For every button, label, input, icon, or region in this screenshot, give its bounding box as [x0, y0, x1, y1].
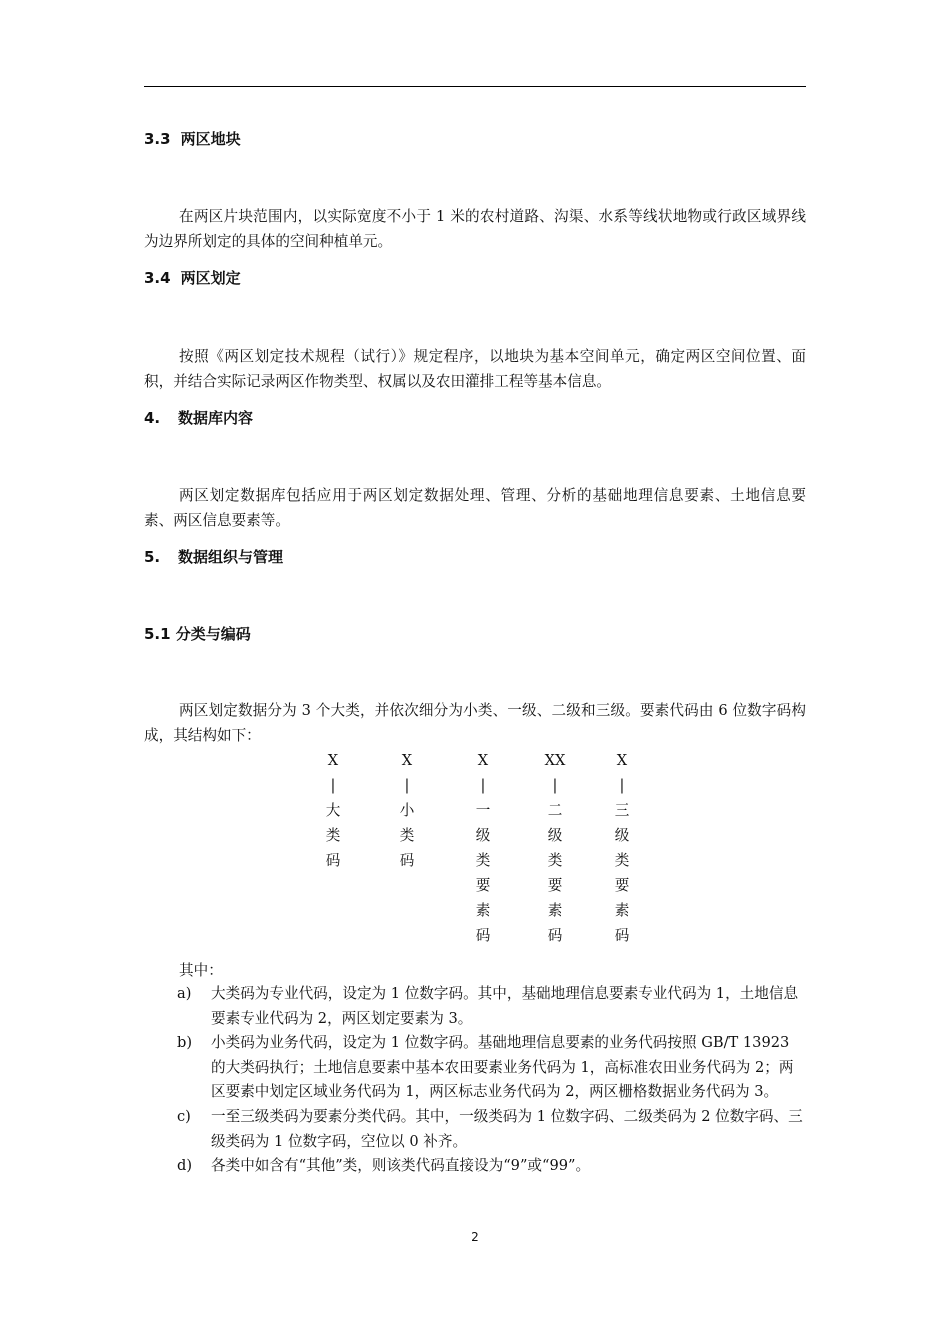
list-text: 一至三级类码为要素分类代码。其中，一级类码为 1 位数字码、二级类码为 2 位数字码、三级类码为 1 位数字码，空位以 0 补齐。 — [211, 1107, 803, 1150]
code-label-char: 码 — [325, 852, 341, 869]
code-label-char: 素 — [547, 902, 563, 919]
definition-list — [144, 982, 806, 1179]
paragraph-4: 两区划定数据库包括应用于两区划定数据处理、管理、分析的基础地理信息要素、土地信息要素、两区信息要素等。 — [144, 487, 806, 529]
code-label-char: 一 — [475, 802, 491, 819]
heading-title: 两区地块 — [180, 130, 241, 148]
list-marker: c) — [177, 1107, 191, 1125]
code-symbol: X — [327, 752, 339, 769]
list-item — [144, 1154, 806, 1179]
code-label-char: 大 — [325, 802, 341, 819]
code-column — [387, 748, 427, 873]
code-label-char: 级 — [475, 827, 491, 844]
code-label-char: 素 — [614, 902, 630, 919]
list-item — [144, 982, 806, 1031]
code-connector: | — [404, 777, 410, 794]
code-label-char: 类 — [547, 852, 563, 869]
heading-number: 3.3 — [144, 130, 171, 148]
heading-5-1: 5.1 分类与编码 — [144, 625, 251, 643]
code-symbol: XX — [544, 752, 566, 769]
qizhong-label: 其中： — [179, 962, 223, 979]
heading-number: 3.4 — [144, 269, 171, 287]
heading-title: 两区划定 — [180, 269, 241, 287]
heading-number: 4. — [144, 409, 161, 427]
code-label-char: 类 — [399, 827, 415, 844]
code-symbol: X — [401, 752, 413, 769]
code-label-char: 码 — [614, 927, 630, 944]
list-marker: a) — [177, 985, 192, 1002]
code-label-char: 要 — [547, 877, 563, 894]
code-label-char: 码 — [475, 927, 491, 944]
code-connector: | — [480, 777, 486, 794]
code-label-char: 级 — [547, 827, 563, 844]
code-connector: | — [619, 777, 625, 794]
list-text: 大类码为专业代码，设定为 1 位数字码。其中，基础地理信息要素专业代码为 1，土地信息要素专业代码为 2，两区划定要素为 3。 — [211, 985, 799, 1027]
code-label-char: 三 — [614, 802, 630, 819]
paragraph-3-4: 按照《两区划定技术规程（试行）》规定程序，以地块为基本空间单元，确定两区空间位置、面积，并结合实际记录两区作物类型、权属以及农田灌排工程等基本信息。 — [144, 348, 806, 390]
code-label-char: 类 — [614, 852, 630, 869]
code-column — [535, 748, 575, 948]
code-connector: | — [552, 777, 558, 794]
code-label-char: 素 — [475, 902, 491, 919]
code-column — [602, 748, 642, 948]
heading-3-4 — [144, 268, 241, 288]
code-label-char: 码 — [547, 927, 563, 944]
code-label-char: 类 — [475, 852, 491, 869]
code-label-char: 码 — [399, 852, 415, 869]
list-item — [144, 1031, 806, 1105]
heading-3-3 — [144, 129, 241, 149]
code-label-char: 二 — [547, 802, 563, 819]
list-item — [144, 1105, 806, 1154]
heading-title: 数据组织与管理 — [178, 548, 284, 566]
code-label-char: 级 — [614, 827, 630, 844]
code-label-char: 要 — [475, 877, 491, 894]
heading-title: 数据库内容 — [178, 409, 254, 427]
list-text: 小类码为业务代码，设定为 1 位数字码。基础地理信息要素的业务代码按照 GB/T 13923 的大类码执行；土地信息要素中基本农田要素业务代码为 1，高标准农田业务代码为 2；两区要素中划定区域业务代码为 1，两区标志业务代码为 2，两区栅格数据业务代码为 3。 — [211, 1034, 794, 1101]
header-rule — [144, 86, 806, 87]
code-symbol: X — [616, 752, 628, 769]
list-marker: d) — [177, 1157, 193, 1175]
code-column — [463, 748, 503, 948]
page-number: 2 — [471, 1230, 479, 1244]
paragraph-3-3: 在两区片块范围内，以实际宽度不小于 1 米的农村道路、沟渠、水系等线状地物或行政区域界线为边界所划定的具体的空间种植单元。 — [144, 208, 806, 250]
code-label-char: 要 — [614, 877, 630, 894]
heading-5 — [144, 547, 283, 567]
code-label-char: 类 — [325, 827, 341, 844]
list-marker: b) — [177, 1034, 193, 1052]
code-symbol: X — [477, 752, 489, 769]
heading-number: 5. — [144, 548, 161, 566]
heading-4 — [144, 408, 253, 428]
code-label-char: 小 — [399, 802, 415, 819]
list-text: 各类中如含有“其他”类，则该类代码直接设为“9”或“99”。 — [211, 1157, 591, 1175]
code-connector: | — [330, 777, 336, 794]
code-column — [313, 748, 353, 873]
paragraph-5-1: 两区划定数据分为 3 个大类，并依次细分为小类、一级、二级和三级。要素代码由 6 位数字码构成，其结构如下： — [144, 702, 806, 744]
